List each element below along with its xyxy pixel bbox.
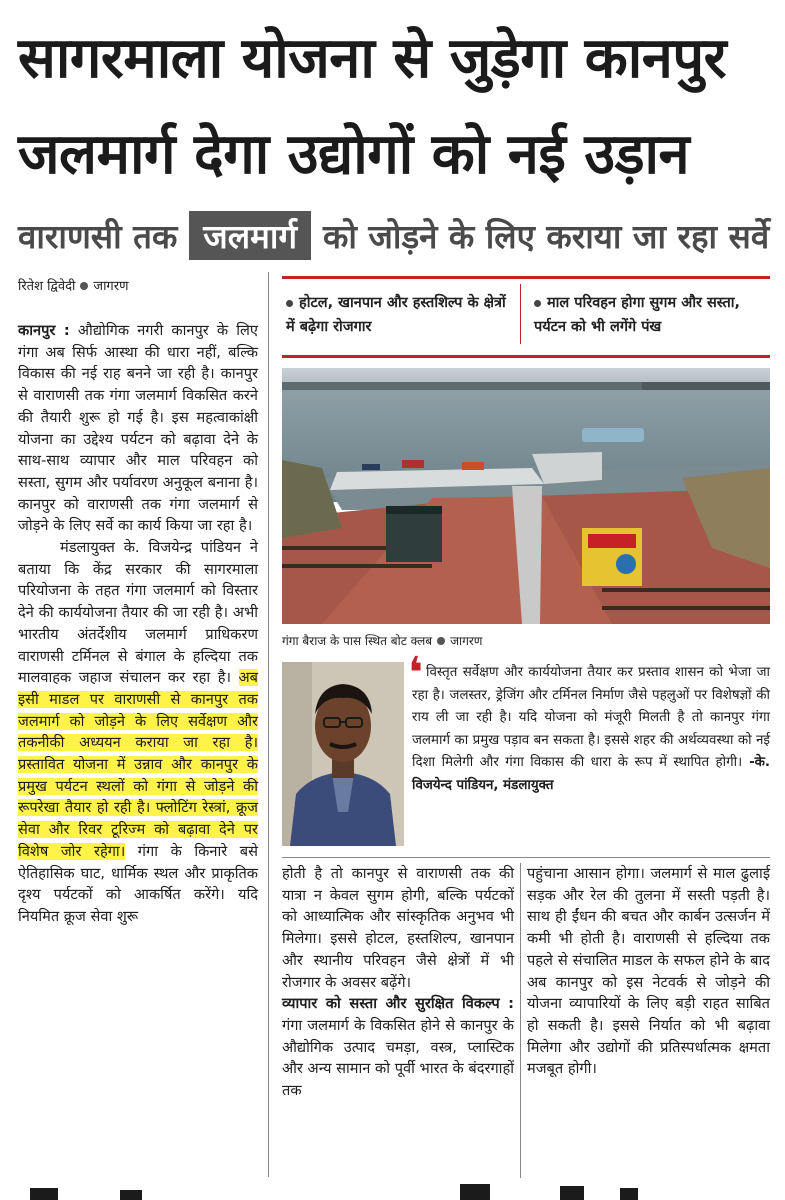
highlight-item-1 — [286, 291, 511, 339]
byline-author: रितेश द्विवेदी — [18, 279, 76, 294]
column-divider — [268, 272, 269, 1177]
bullet-dot-icon — [286, 300, 293, 307]
headline-line-2: जलमार्ग देगा उद्योगों को नई उड़ान — [18, 122, 690, 187]
highlight-text-1: होटल, खानपान और हस्तशिल्प के क्षेत्रों में बढ़ेगा रोजगार — [286, 295, 506, 335]
next-article-strip — [0, 1178, 785, 1200]
dateline: कानपुर : — [18, 322, 70, 339]
article-column-3 — [527, 863, 770, 1080]
col1-p2-tail: गंगा के किनारे बसे ऐतिहासिक घाट, धार्मिक स्थल और प्राकृतिक दृश्य पर्यटकों को आकर्षित करेंगे। यदि नियमित क्रूज सेवा शुरू — [18, 842, 258, 925]
portrait-photo — [282, 662, 404, 846]
quote-text: विस्तृत सर्वेक्षण और कार्ययोजना तैयार कर प्रस्ताव शासन को भेजा जा रहा है। जलस्तर, ड्रेजिंग और टर्मिनल निर्माण जैसे पहलुओं पर विशेषज्ञों की राय ली जा रही है। यदि योजना को मंजूरी मिलती है तो कानपुर गंगा जलमार्ग का प्रमुख पड़ाव बन सकता है। इससे शहर की अर्थव्यवस्था को नई दिशा मिलेगी और गंगा विकास की धारा के रूप में स्थापित होगी। — [412, 665, 770, 770]
subhead-highlight-box: जलमार्ग — [189, 211, 311, 260]
col1-paragraph-2 — [18, 537, 258, 928]
highlight-text-2: माल परिवहन होगा सुगम और सस्ता, पर्यटन को भी लगेंगे पंख — [534, 295, 740, 335]
byline-source: जागरण — [93, 279, 129, 294]
article-column-1 — [18, 320, 258, 928]
col2-p2-text: गंगा जलमार्ग के विकसित होने से कानपुर के औद्योगिक उत्पाद चमड़ा, वस्त्र, प्लास्टिक और अन्य सामान को पूर्वी भारत के बंदरगाहों तक — [282, 1016, 514, 1100]
subhead-pre: वाराणसी तक — [18, 216, 178, 256]
byline — [18, 276, 128, 294]
boat-club-photo — [282, 368, 770, 624]
bullet-dot-icon — [437, 637, 445, 645]
highlighted-text: अब इसी माडल पर वाराणसी से कानपुर तक जलमार्ग को जोड़ने के लिए सर्वेक्षण और तकनीकी अध्ययन कराया जा रहा है। प्रस्तावित योजना में उन्नाव और कानपुर के प्रमुख पर्यटन स्थलों को गंगा से जोड़ने की रूपरेखा तैयार हो रही है। फ्लोटिंग रेस्त्रां, क्रूज सेवा और रिवर टूरिज्म को बढ़ावा देने पर विशेष जोर रहेगा। — [18, 669, 258, 860]
col1-p2-text: मंडलायुक्त के. विजयेन्द्र पांडियन ने बताया कि केंद्र सरकार की सागरमाला परियोजना के तहत गंगा जलमार्ग को विस्तार देने की कार्ययोजना तैयार की जा रही है। अभी भारतीय अंतर्देशीय जलमार्ग प्राधिकरण वाराणसी टर्मिनल से बंगाल के हल्दिया तक मालवाहक जहाज संचालन कर रहा है। — [18, 539, 258, 687]
headline-line-1: सागरमाला योजना से जुड़ेगा कानपुर — [18, 26, 727, 91]
section-subtitle: व्यापार को सस्ता और सुरक्षित विकल्प : — [282, 995, 514, 1013]
col2-paragraph-2 — [282, 993, 514, 1102]
bullet-dot-icon — [534, 300, 541, 307]
quote-attribution: -के. विजयेन्द पांडियन, मंडलायुक्त — [412, 755, 770, 793]
highlights-box — [282, 276, 770, 358]
photo-caption — [282, 632, 482, 649]
col1-paragraph-1 — [18, 320, 258, 537]
subhead-post: को जोड़ने के लिए कराया जा रहा सर्वे — [323, 216, 770, 256]
highlight-item-2 — [534, 291, 759, 339]
quote-paragraph — [412, 662, 770, 797]
photo-caption-text: गंगा बैराज के पास स्थित बोट क्लब — [282, 634, 433, 648]
bullet-dot-icon — [80, 282, 88, 290]
section-divider — [282, 857, 770, 858]
quote-mark-icon: ❛ — [408, 648, 424, 699]
official-quote — [412, 662, 770, 797]
article-column-2 — [282, 863, 514, 1102]
col2-paragraph-1: होती है तो कानपुर से वाराणसी तक की यात्रा न केवल सुगम होगी, बल्कि पर्यटकों को आध्यात्मिक और सांस्कृतिक अनुभव भी मिलेगा। इससे होटल, हस्तशिल्प, खानपान और स्थानीय परिवहन जैसे क्षेत्रों में भी रोजगार के अवसर बढ़ेंगे। — [282, 865, 514, 991]
col3-paragraph-1: पहुंचाना आसान होगा। जलमार्ग से माल ढुलाई सड़क और रेल की तुलना में सस्ती पड़ती है। साथ ही ईंधन की बचत और कार्बन उत्सर्जन में कमी भी होती है। वाराणसी से हल्दिया तक पहले से संचालित माडल के सफल होने के बाद अब कानपुर को इस नेटवर्क से जोड़ने की योजना व्यापारियों के लिए बड़ी राहत साबित हो सकती है। इससे निर्यात को भी बढ़ावा मिलेगा और उद्योगों की प्रतिस्पर्धात्मक क्षमता मजबूत होगी। — [527, 865, 770, 1078]
photo-caption-source: जागरण — [450, 634, 483, 648]
column-divider — [520, 863, 521, 1178]
col1-p1-text: औद्योगिक नगरी कानपुर के लिए गंगा अब सिर्फ आस्था की धारा नहीं, बल्कि विकास की नई राह बनने जा रही है। कानपुर से वाराणसी तक गंगा जलमार्ग विकसित करने की तैयारी शुरू हो गई है। इस महत्वाकांक्षी योजना का उद्देश्य पर्यटन को बढ़ावा देने के साथ-साथ व्यापार और माल परिवहन को सस्ता, सुगम और पर्यावरण अनुकूल बनाना है। कानपुर को वाराणसी तक गंगा जलमार्ग से जोड़ने के लिए सर्वे का कार्य किया जा रहा है। — [18, 322, 258, 535]
highlights-divider — [520, 284, 521, 344]
subheadline — [18, 206, 769, 264]
